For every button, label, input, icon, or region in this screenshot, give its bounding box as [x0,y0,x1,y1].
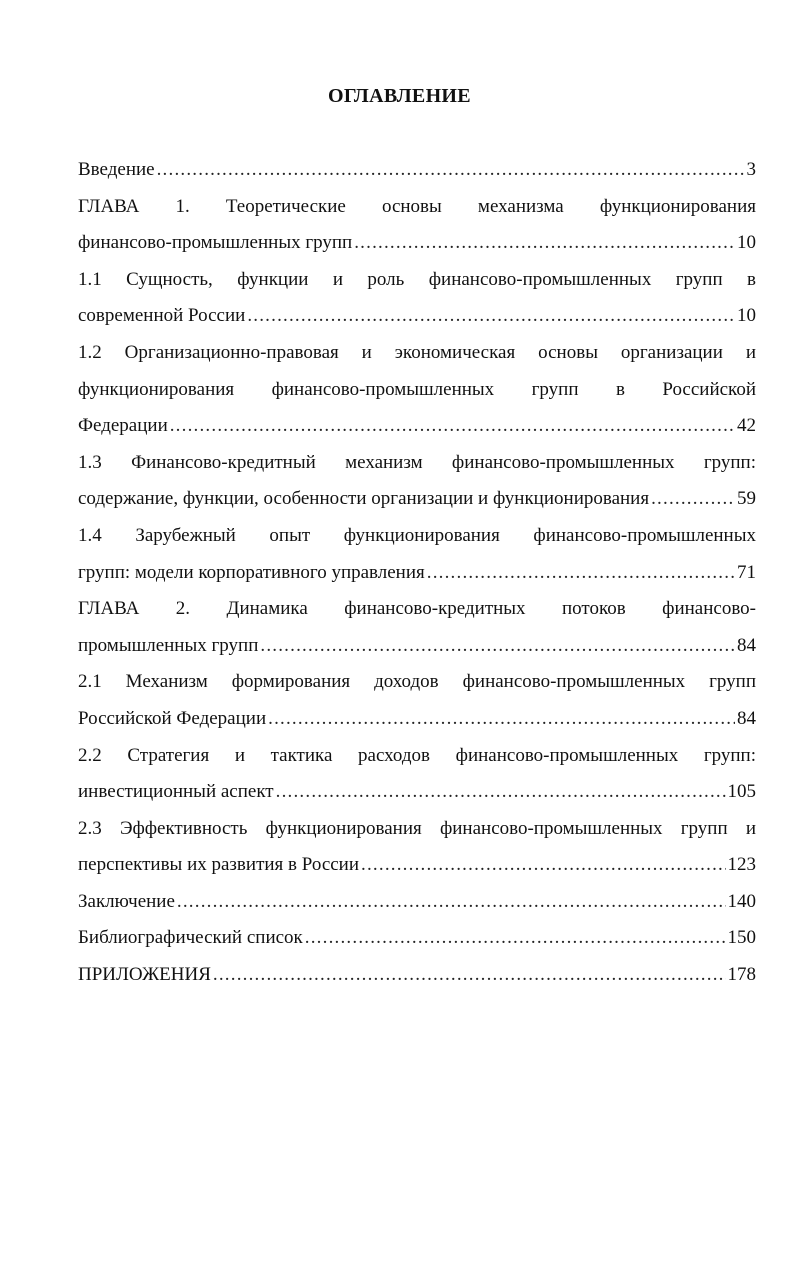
page-title: ОГЛАВЛЕНИЕ [328,85,471,107]
toc-entry-page-number: 71 [737,561,756,583]
toc-entry-title: Российской Федерации [78,707,267,729]
toc-entry-leader-line [78,701,756,738]
toc-entry-leader-line [78,920,756,957]
toc-entry-line: 1.1 Сущность, функции и роль финансово-промышленных групп в [78,268,756,290]
toc-entry [78,664,756,737]
toc-entry [78,518,756,591]
toc-entry [78,152,756,189]
toc-entry-page-number: 42 [737,415,756,437]
toc-entry-title: перспективы их развития в России [78,854,360,876]
toc-entry-line: 1.3 Финансово-кредитный механизм финансово-промышленных групп: [78,451,756,473]
toc-entry [78,189,756,262]
toc-entry-title: Библиографический список [78,927,303,949]
toc-entry-page-number: 10 [737,232,756,254]
toc-entry-title: содержание, функции, особенности организации и функционирования [78,488,650,510]
dot-leader [354,225,735,262]
toc-entry-line: ГЛАВА 2. Динамика финансово-кредитных потоков финансово- [78,598,756,620]
toc-entry-page-number: 3 [746,159,756,180]
dot-leader [157,152,745,189]
toc-entry-leader-line [78,298,756,335]
toc-entry-line: 2.1 Механизм формирования доходов финансово-промышленных групп [78,671,756,693]
toc-entry-leader-line [78,225,756,262]
dot-leader [177,884,726,921]
toc-entry-page-number: 10 [737,305,756,327]
dot-leader [651,481,735,518]
toc-entry-title: современной России [78,305,246,327]
toc-entry [78,335,756,445]
dot-leader [260,628,735,665]
toc-entry-title: Введение [78,159,155,180]
toc-entry-leader-line [78,481,756,518]
toc-entry [78,811,756,884]
toc-entry [78,884,756,921]
toc-entry-page-number: 105 [727,781,756,803]
toc-entry-title: финансово-промышленных групп [78,232,353,254]
dot-leader [427,555,735,592]
toc-entry-leader-line [78,555,756,592]
toc-entry-line: 2.3 Эффективность функционирования финансово-промышленных групп и [78,817,756,839]
toc-entry-title: Федерации [78,415,168,437]
toc-entry-line: функционирования финансово-промышленных групп в Российской [78,378,756,400]
table-of-contents [78,152,756,994]
toc-entry-page-number: 84 [737,707,756,729]
toc-entry-line: 1.4 Зарубежный опыт функционирования финансово-промышленных [78,524,756,546]
toc-entry-page-number: 178 [727,964,756,986]
toc-entry [78,262,756,335]
dot-leader [268,701,735,738]
toc-entry [78,445,756,518]
toc-entry-leader-line [78,957,756,994]
toc-entry-leader-line [78,408,756,445]
toc-entry-leader-line [78,152,756,189]
dot-leader [361,847,725,884]
toc-entry [78,591,756,664]
toc-entry-line: 1.2 Организационно-правовая и экономическая основы организации и [78,341,756,363]
toc-entry-title: групп: модели корпоративного управления [78,561,425,583]
toc-entry-page-number: 59 [737,488,756,510]
toc-entry-title: промышленных групп [78,634,259,656]
toc-entry-page-number: 84 [737,634,756,656]
toc-entry-page-number: 140 [727,890,756,912]
toc-entry-leader-line [78,847,756,884]
toc-entry-title: ПРИЛОЖЕНИЯ [78,964,211,986]
toc-entry-title: инвестиционный аспект [78,781,274,803]
toc-entry-line: 2.2 Стратегия и тактика расходов финансово-промышленных групп: [78,744,756,766]
toc-entry-title: Заключение [78,890,175,912]
toc-entry [78,957,756,994]
toc-entry-leader-line [78,884,756,921]
dot-leader [170,408,735,445]
dot-leader [305,920,726,957]
toc-entry-page-number: 123 [727,854,756,876]
dot-leader [247,298,735,335]
toc-entry [78,738,756,811]
dot-leader [276,774,726,811]
toc-entry-leader-line [78,628,756,665]
toc-entry-line: ГЛАВА 1. Теоретические основы механизма функционирования [78,195,756,217]
toc-entry-page-number: 150 [727,927,756,949]
dot-leader [213,957,726,994]
toc-entry-leader-line [78,774,756,811]
toc-entry [78,920,756,957]
